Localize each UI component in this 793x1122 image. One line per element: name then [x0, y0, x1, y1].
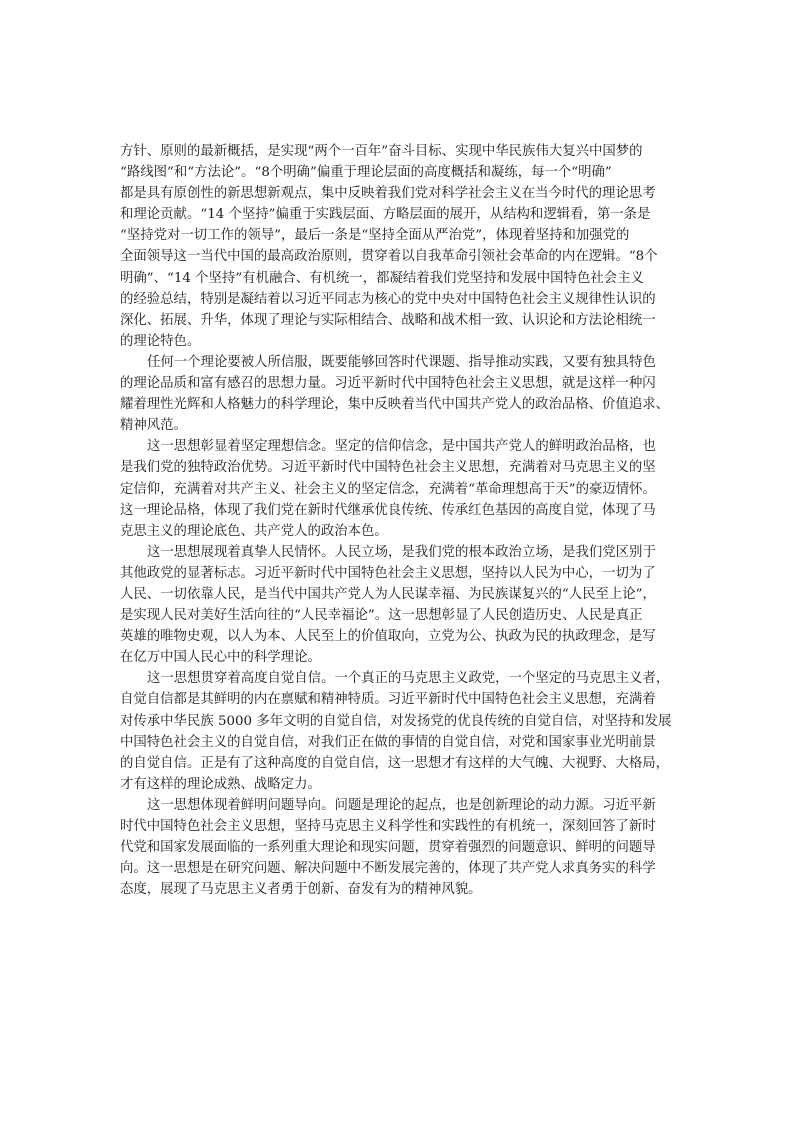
paragraph: [120, 795, 679, 900]
paragraph-line: 是我们党的独特政治优势。习近平新时代中国特色社会主义思想，充满着对马克思主义的坚: [120, 460, 656, 476]
paragraph-line: 方针、原则的最新概括，是实现“两个一百年”奋斗目标、实现中华民族伟大复兴中国梦的: [120, 144, 643, 159]
paragraph-line: 任何一个理论要被人所信服，既要能够回答时代课题、指导推动实践，又要有独具特色: [147, 354, 656, 370]
paragraph-line: 自觉自信都是其鲜明的内在禀赋和精神特质。习近平新时代中国特色社会主义思想，充满着: [120, 692, 656, 708]
paragraph-line: 态度，展现了马克思主义者勇于创新、奋发有为的精神风貌。: [120, 882, 482, 898]
paragraph-line: “坚持党对一切工作的领导”，最后一条是“坚持全面从严治党”，体现着坚持和加强党的: [120, 228, 630, 244]
paragraph-line: 在亿万中国人民心中的科学理论。: [120, 650, 321, 666]
paragraph-line: 这一理论品格，体现了我们党在新时代继承优良传统、传承红色基因的高度自觉，体现了马: [120, 502, 656, 518]
paragraph-line: 向。这一思想是在研究问题、解决问题中不断发展完善的，体现了共产党人求真务实的科学: [120, 861, 656, 877]
paragraph-line: 克思主义的理论底色、共产党人的政治本色。: [120, 523, 388, 539]
paragraph-line: 耀着理性光辉和人格魅力的科学理论，集中反映着当代中国共产党人的政治品格、价值追求、: [120, 397, 670, 413]
paragraph-line: “路线图”和“方法论”。“8个明确”偏重于理论层面的高度概括和凝练，每一个“明确”: [120, 165, 612, 181]
paragraph-line: 时代中国特色社会主义思想，坚持马克思主义科学性和实践性的有机统一，深刻回答了新时: [120, 819, 656, 834]
paragraph-line: 是实现人民对美好生活向往的“人民幸福论”。这一思想彰显了人民创造历史、人民是真正: [120, 608, 643, 624]
paragraph-line: 对传承中华民族 5000 多年文明的自觉自信，对发扬党的优良传统的自觉自信，对坚持和发展: [120, 713, 672, 729]
paragraph: [120, 141, 679, 352]
paragraph-line: 深化、拓展、升华，体现了理论与实际相结合、战略和战术相一致、认识论和方法论相统一: [120, 312, 656, 328]
paragraph-line: 精神风范。: [120, 418, 187, 434]
paragraph-line: 代党和国家发展面临的一系列重大理论和现实问题，贯穿着强烈的问题意识、鲜明的问题导: [120, 840, 656, 856]
paragraph-line: 明确”、“14 个坚持”有机融合、有机统一，都凝结着我们党坚持和发展中国特色社会主义: [120, 270, 644, 286]
paragraph-line: 全面领导这一当代中国的最高政治原则，贯穿着以自我革命引领社会革命的内在逻辑。“8个: [120, 249, 658, 265]
document-body: [120, 141, 679, 900]
paragraph-line: 才有这样的理论成熟、战略定力。: [120, 776, 321, 792]
paragraph-line: 定信仰，充满着对共产主义、社会主义的坚定信念，充满着“革命理想高于天”的豪迈情怀。: [120, 481, 656, 497]
paragraph-line: 这一思想彰显着坚定理想信念。坚定的信仰信念，是中国共产党人的鲜明政治品格，也: [147, 439, 656, 455]
paragraph-line: 的自觉自信。正是有了这种高度的自觉自信，这一思想才有这样的大气魄、大视野、大格局，: [120, 755, 670, 771]
paragraph-line: 人民、一切依靠人民，是当代中国共产党人为人民谋幸福、为民族谋复兴的“人民至上论”，: [120, 586, 656, 602]
paragraph-line: 这一思想贯穿着高度自觉自信。一个真正的马克思主义政党，一个坚定的马克思主义者，: [147, 671, 670, 687]
paragraph-line: 的经验总结，特别是凝结着以习近平同志为核心的党中央对中国特色社会主义规律性认识的: [120, 291, 656, 307]
paragraph-line: 这一思想体现着鲜明问题导向。问题是理论的起点，也是创新理论的动力源。习近平新: [147, 797, 656, 813]
paragraph: [120, 352, 679, 436]
paragraph-line: 的理论品质和富有感召的思想力量。习近平新时代中国特色社会主义思想，就是这样一种闪: [120, 376, 656, 392]
paragraph-line: 其他政党的显著标志。习近平新时代中国特色社会主义思想，坚持以人民为中心，一切为了: [120, 565, 656, 581]
paragraph: [120, 436, 679, 541]
paragraph-line: 都是具有原创性的新思想新观点，集中反映着我们党对科学社会主义在当今时代的理论思考: [120, 186, 656, 202]
paragraph-line: 和理论贡献。“14 个坚持”偏重于实践层面、方略层面的展开，从结构和逻辑看，第一条是: [120, 207, 651, 223]
paragraph-line: 的理论特色。: [120, 333, 201, 349]
paragraph-line: 中国特色社会主义的自觉自信，对我们正在做的事情的自觉自信，对党和国家事业光明前景: [120, 734, 656, 750]
paragraph-line: 英雄的唯物史观，以人为本、人民至上的价值取向，立党为公、执政为民的执政理念，是写: [120, 629, 656, 645]
paragraph-line: 这一思想展现着真挚人民情怀。人民立场，是我们党的根本政治立场，是我们党区别于: [147, 544, 656, 560]
paragraph: [120, 542, 679, 669]
paragraph: [120, 668, 679, 795]
